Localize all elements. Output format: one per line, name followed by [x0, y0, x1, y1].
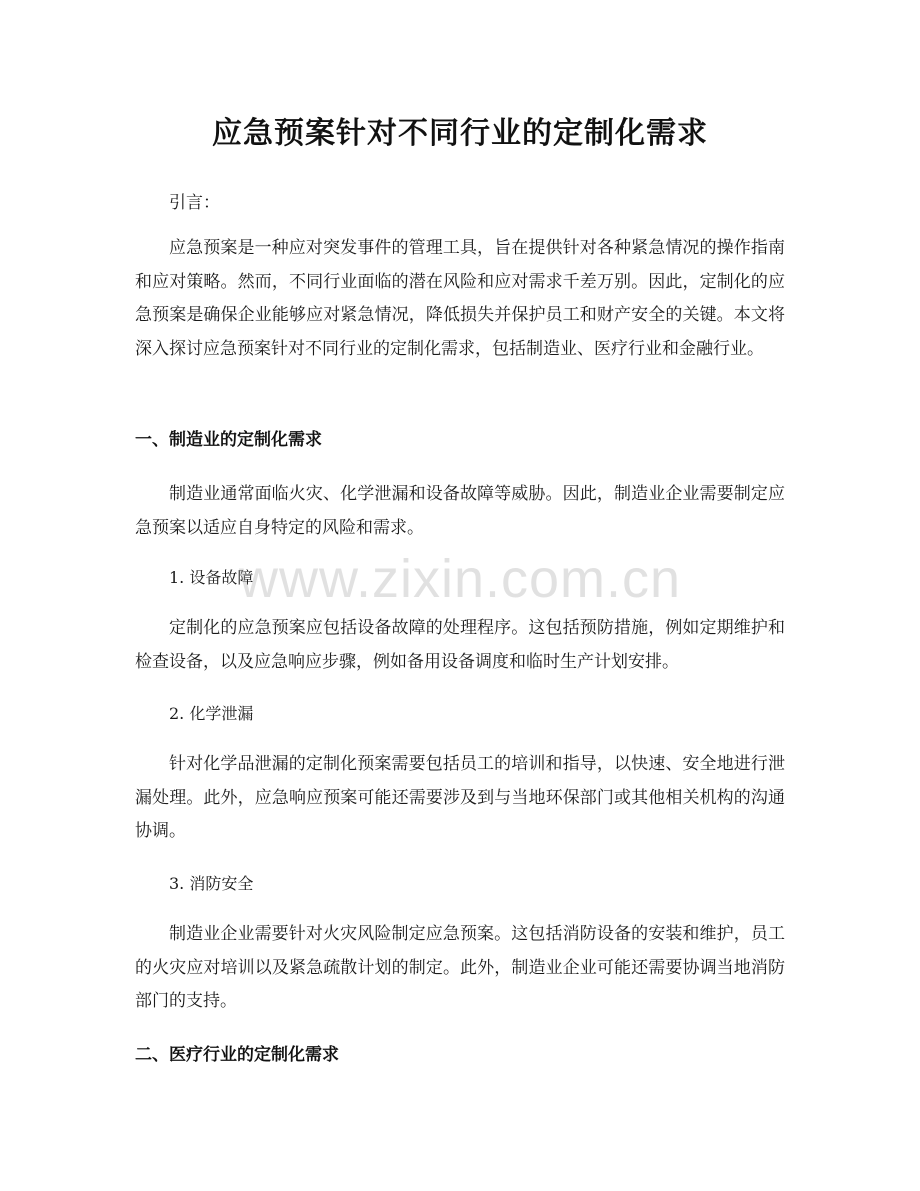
- intro-label: 引言：: [169, 193, 220, 213]
- item2-title: 2. 化学泄漏: [169, 704, 254, 723]
- section1-heading: 一、制造业的定制化需求: [135, 430, 322, 450]
- section1-intro: 制造业通常面临火灾、化学泄漏和设备故障等威胁。因此，制造业企业需要制定应急预案以适应自身特定的风险和需求。: [135, 484, 785, 538]
- item3-title: 3. 消防安全: [169, 874, 254, 893]
- item2-text: 针对化学品泄漏的定制化预案需要包括员工的培训和指导，以快速、安全地进行泄漏处理。此外，应急响应预案可能还需要涉及到与当地环保部门或其他相关机构的沟通协调。: [135, 754, 785, 841]
- item1-text: 定制化的应急预案应包括设备故障的处理程序。这包括预防措施，例如定期维护和检查设备，以及应急响应步骤，例如备用设备调度和临时生产计划安排。: [135, 618, 785, 672]
- item1-title: 1. 设备故障: [169, 568, 254, 587]
- watermark-text: www.zixin.com.cn: [238, 549, 682, 609]
- section2-heading: 二、医疗行业的定制化需求: [135, 1045, 339, 1065]
- intro-paragraph: 应急预案是一种应对突发事件的管理工具，旨在提供针对各种紧急情况的操作指南和应对策略。然而，不同行业面临的潜在风险和应对需求千差万别。因此，定制化的应急预案是确保企业能够应对紧急情况，降低损失并保护员工和财产安全的关键。本文将深入探讨应急预案针对不同行业的定制化需求，包括制造业、医疗行业和金融行业。: [135, 238, 785, 359]
- document-title: 应急预案针对不同行业的定制化需求: [212, 116, 708, 151]
- item3-text: 制造业企业需要针对火灾风险制定应急预案。这包括消防设备的安装和维护，员工的火灾应对培训以及紧急疏散计划的制定。此外，制造业企业可能还需要协调当地消防部门的支持。: [135, 924, 785, 1011]
